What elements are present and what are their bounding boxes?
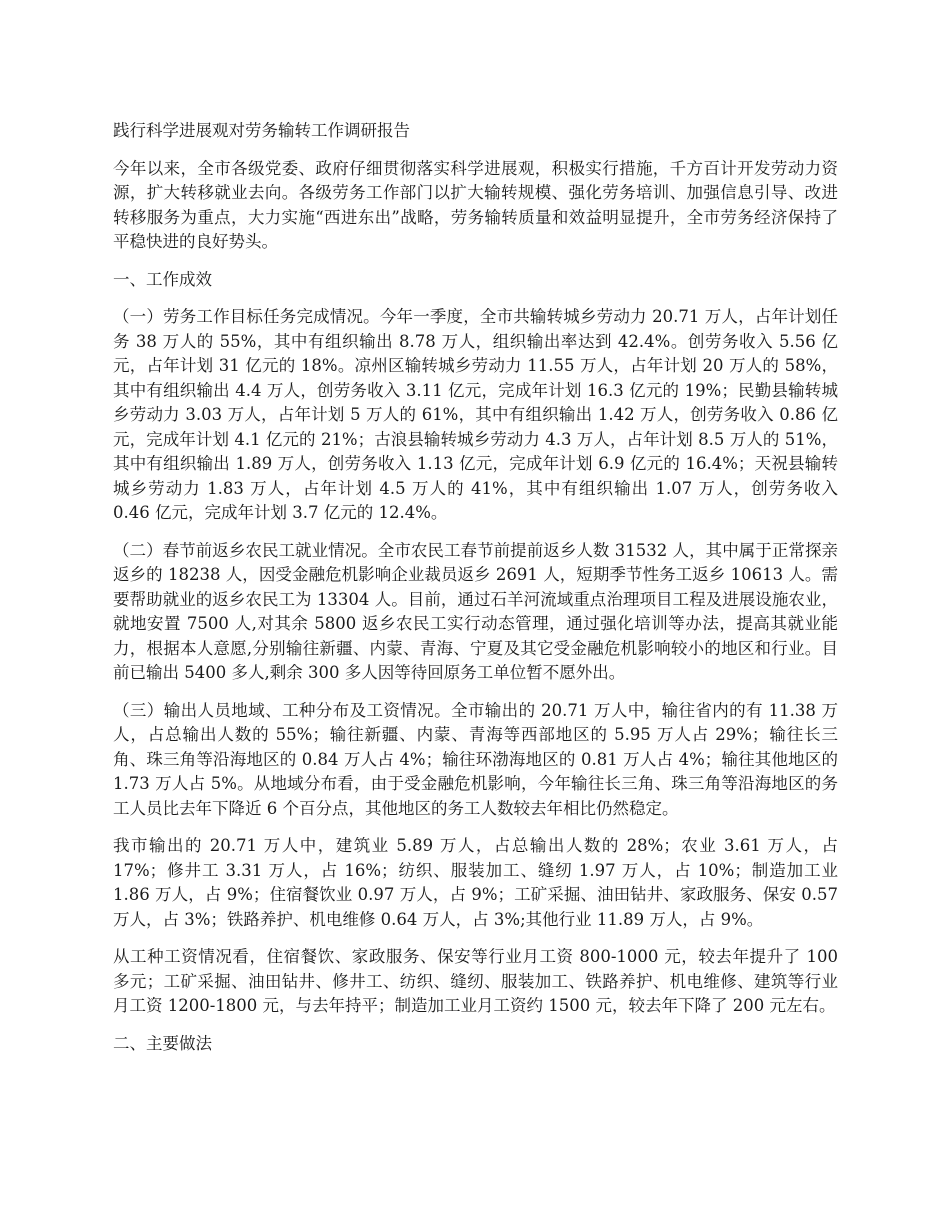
paragraph-industry-distribution: 我市输出的 20.71 万人中，建筑业 5.89 万人，占总输出人数的 28%；农业 3.61 万人，占 17%；修井工 3.31 万人，占 16%；纺织、服装加工、缝纫 1.97 万人，占 10%；制造加工业 1.86 万人，占 9%；住宿餐饮业 0.97 万人，占 9%；工矿采掘、油田钻井、家政服务、保安 0.57 万人，占 3%；铁路养护、机电维修 0.64 万人，占 3%;其他行业 11.89 万人，占 9%。 xyxy=(113,836,838,929)
paragraph-returning-workers: （二）春节前返乡农民工就业情况。全市农民工春节前提前返乡人数 31532 人，其中属于正常探亲返乡的 18238 人，因受金融危机影响企业裁员返乡 2691 人，短期季节性务工返乡 10613 人。需要帮助就业的返乡农民工为 13304 人。目前，通过石羊河流域重点治理项目工程及进展设施农业，就地安置 7500 人,对其余 5800 返乡农民工实行动态管理，通过强化培训等办法，提高其就业能力，根据本人意愿,分别输往新疆、内蒙、青海、宁夏及其它受金融危机影响较小的地区和行业。目前已输出 5400 多人,剩余 300 多人因等待回原务工单位暂不愿外出。 xyxy=(113,540,838,682)
document-page xyxy=(113,119,838,1069)
paragraph-wage-situation: 从工种工资情况看，住宿餐饮、家政服务、保安等行业月工资 800-1000 元，较去年提升了 100 多元；工矿采掘、油田钻井、修井工、纺织、缝纫、服装加工、铁路养护、机电维修、建筑等行业月工资 1200-1800 元，与去年持平；制造加工业月工资约 1500 元，较去年下降了 200 元左右。 xyxy=(113,947,838,1015)
section-heading-achievements: 一、工作成效 xyxy=(113,269,212,289)
paragraph-regional-distribution: （三）输出人员地域、工种分布及工资情况。全市输出的 20.71 万人中，输往省内的有 11.38 万人，占总输出人数的 55%；输往新疆、内蒙、青海等西部地区的 5.95 万人占 29%；输往长三角、珠三角等沿海地区的 0.84 万人占 4%；输往环渤海地区的 0.81 万人占 4%；输往其他地区的 1.73 万人占 5%。从地域分布看，由于受金融危机影响，今年输往长三角、珠三角等沿海地区的务工人员比去年下降近 6 个百分点，其他地区的务工人数较去年相比仍然稳定。 xyxy=(113,700,838,818)
intro-paragraph: 今年以来，全市各级党委、政府仔细贯彻落实科学进展观，积极实行措施，千方百计开发劳动力资源，扩大转移就业去向。各级劳务工作部门以扩大输转规模、强化劳务培训、加强信息引导、改进转移服务为重点，大力实施“西进东出”战略，劳务输转质量和效益明显提升，全市劳务经济保持了平稳快进的良好势头。 xyxy=(113,158,838,251)
paragraph-task-completion: （一）劳务工作目标任务完成情况。今年一季度，全市共输转城乡劳动力 20.71 万人，占年计划任务 38 万人的 55%，其中有组织输出 8.78 万人，组织输出率达到 42.4%。创劳务收入 5.56 亿元，占年计划 31 亿元的 18%。凉州区输转城乡劳动力 11.55 万人，占年计划 20 万人的 58%，其中有组织输出 4.4 万人，创劳务收入 3.11 亿元，完成年计划 16.3 亿元的 19%；民勤县输转城乡劳动力 3.03 万人，占年计划 5 万人的 61%，其中有组织输出 1.42 万人，创劳务收入 0.86 亿元，完成年计划 4.1 亿元的 21%；古浪县输转城乡劳动力 4.3 万人，占年计划 8.5 万人的 51%，其中有组织输出 1.89 万人，创劳务收入 1.13 亿元，完成年计划 6.9 亿元的 16.4%；天祝县输转城乡劳动力 1.83 万人，占年计划 4.5 万人的 41%，其中有组织输出 1.07 万人，创劳务收入 0.46 亿元，完成年计划 3.7 亿元的 12.4%。 xyxy=(113,307,838,522)
section-heading-main-practices: 二、主要做法 xyxy=(113,1033,212,1053)
document-title: 践行科学进展观对劳务输转工作调研报告 xyxy=(113,121,410,140)
